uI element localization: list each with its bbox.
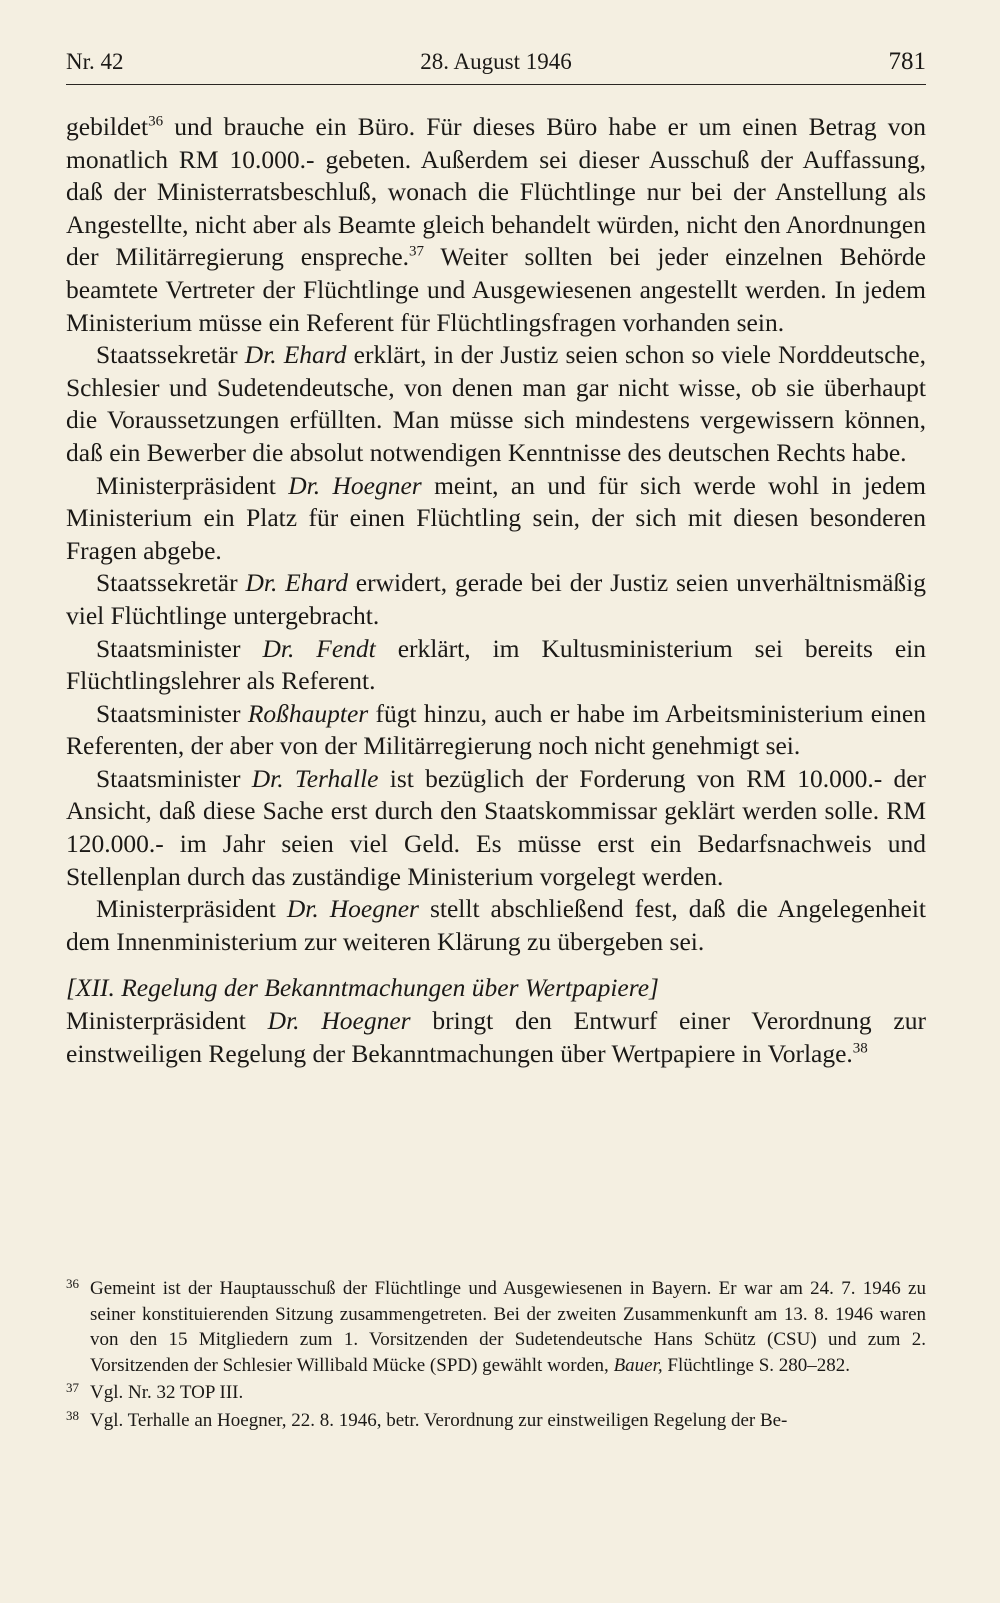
speaker-name: Bauer,: [613, 1354, 663, 1376]
issue-number: Nr. 42: [66, 49, 124, 74]
paragraph: Staatsminister Dr. Terhalle ist bezüglich der Forderung von RM 10.000.- der Ansicht, daß diese Sache erst durch den Staatskommissar geklärt werden solle. RM 120.000.- im Jahr seien viel Geld. Es müsse erst ein Bedarfsnachweis und Stellenplan durch das zuständige Ministerium vorgelegt werden.: [66, 763, 927, 891]
speaker-name: Dr. Terhalle: [251, 763, 379, 793]
paragraph: Staatsminister Dr. Fendt erklärt, im Kultusministerium sei bereits ein Flüchtlingslehrer als Referent.: [66, 633, 926, 696]
paragraph: Staatsminister Roßhaupter fügt hinzu, auch er habe im Arbeitsministerium einen Referenten, der aber von der Militärregierung noch nicht genehmigt sei.: [66, 698, 927, 761]
footnote-number: 36: [66, 1276, 79, 1291]
paragraph: Ministerpräsident Dr. Hoegner stellt abschließend fest, daß die Angelegenheit dem Innenministerium zur weiteren Klärung zu übergeben sei.: [66, 894, 926, 956]
footnote-number: 37: [66, 1380, 79, 1395]
footnote: [66, 1380, 926, 1406]
speaker-name: Dr. Fendt: [262, 633, 376, 663]
paragraph: Staatssekretär Dr. Ehard erwidert, gerade bei der Justiz seien unverhältnismäßig viel Flüchtlinge untergebracht.: [66, 568, 927, 630]
footnote-text: Vgl. Terhalle an Hoegner, 22. 8. 1946, betr. Verordnung zur einstweiligen Regelung der Be-: [90, 1409, 788, 1431]
footnote-number: 38: [66, 1407, 79, 1423]
page-number: 781: [888, 48, 926, 75]
speaker-name: Dr. Ehard: [244, 340, 347, 370]
paragraph: Staatssekretär Dr. Ehard erklärt, in der Justiz seien schon so viele Norddeutsche, Schlesier und Sudetendeutsche, von denen man gar nicht wisse, ob sie überhaupt die Voraussetzungen erfüllten. Man müsse sich mindestens vergewissern können, daß ein Bewerber die absolut notwendigen Kenntnisse des deutschen Rechts habe.: [66, 340, 926, 467]
running-header: [66, 44, 926, 85]
speaker-name: Roßhaupter: [247, 698, 369, 728]
paragraph: gebildet$^{36}$ und brauche ein Büro. Für dieses Büro habe er um einen Betrag von monatlich RM 10.000.- gebeten. Außerdem sei dieser Ausschuß der Auffassung, daß der Ministerratsbeschluß, wonach die Flüchtlinge nur bei der Anstellung als Angestellte, nicht aber als Beamte gleich behandelt würden, nicht den Anordnungen der Militärregierung enspreche.$^{37}$ Weiter sollten bei jeder einzelnen Behörde beamtete Vertreter der Flüchtlinge und Ausgewiesenen angestellt werden. In jedem Ministerium müsse ein Referent für Flüchtlingsfragen vorhanden sein.: [66, 112, 926, 337]
footnote-text: Gemeint ist der Hauptausschuß der Flüchtlinge und Ausgewiesenen in Bayern. Er war am 24. 7. 1946 zu seiner konstituierenden Sitzung zusammengetreten. Bei der zweiten Zusammenkunft am 13. 8. 1946 waren von den 15 Mitgliedern zum 1. Vorsitzenden der Sudetendeutsche Hans Schütz (CSU) und zum 2. Vorsitzenden der Schlesier Willibald Mücke (SPD) gewählt worden, Bauer, Flüchtlinge S. 280–282.: [90, 1278, 926, 1376]
paragraph: Ministerpräsident Dr. Hoegner meint, an und für sich werde wohl in jedem Ministerium ein Platz für einen Flüchtling sein, der sich mit diesen besonderen Fragen abgebe.: [66, 470, 926, 565]
paragraph: Ministerpräsident Dr. Hoegner bringt den Entwurf einer Verordnung zur einstweiligen Regelung der Bekanntmachungen über Wertpapiere in Vorlage.$^{38}$: [66, 1006, 926, 1068]
footnotes: [66, 1276, 926, 1435]
header-date: 28. August 1946: [420, 49, 572, 74]
footnote-reference: 37: [409, 243, 425, 260]
speaker-name: Dr. Ehard: [245, 568, 348, 598]
speaker-name: Dr. Hoegner: [267, 1006, 411, 1036]
section-heading: [XII. Regelung der Bekanntmachungen über Wertpapiere]: [66, 973, 659, 1003]
footnote-reference: 38: [852, 1040, 868, 1057]
footnote-text: Vgl. Nr. 32 TOP III.: [90, 1382, 244, 1403]
main-text: [66, 111, 926, 1070]
footnote-reference: 36: [148, 113, 164, 130]
footnote: [66, 1276, 926, 1378]
speaker-name: Dr. Hoegner: [286, 894, 419, 924]
speaker-name: Dr. Hoegner: [288, 470, 422, 500]
footnote: [66, 1408, 926, 1434]
